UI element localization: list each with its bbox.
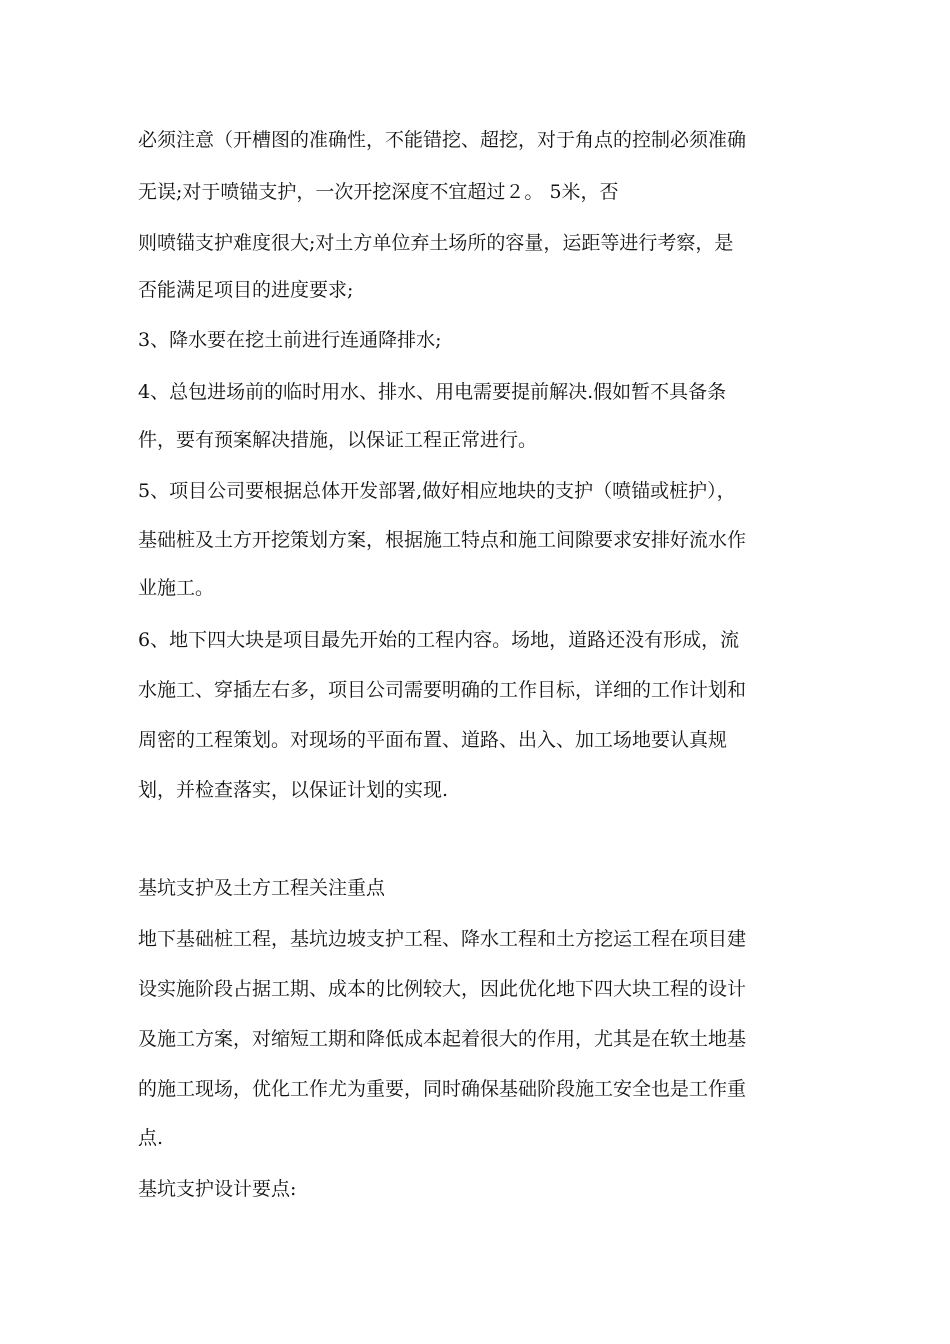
intro-line-4: 否能满足项目的进度要求;: [138, 279, 354, 301]
item-6-line-1: 6、地下四大块是项目最先开始的工程内容。场地，道路还没有形成，流: [138, 629, 740, 651]
item-6-line-4: 划，并检查落实，以保证计划的实现.: [138, 779, 449, 801]
section-body-line-1: 地下基础桩工程，基坑边坡支护工程、降水工程和土方挖运工程在项目建: [138, 928, 747, 950]
intro-line-1: 必须注意（开槽图的准确性，不能错挖、超挖，对于角点的控制必须准确: [138, 129, 747, 151]
section-body-line-5: 点.: [138, 1127, 164, 1149]
item-5-line-1: 5、项目公司要根据总体开发部署,做好相应地块的支护（喷锚或桩护），: [138, 480, 736, 502]
item-4-line-1: 4、总包进场前的临时用水、排水、用电需要提前解决.假如暂不具备条: [138, 381, 727, 403]
item-4-line-2: 件，要有预案解决措施，以保证工程正常进行。: [138, 429, 538, 451]
intro-line-3: 则喷锚支护难度很大;对土方单位弃土场所的容量，运距等进行考察，是: [138, 232, 734, 254]
item-3-line-1: 3、降水要在挖土前进行连通降排水;: [138, 329, 442, 351]
item-5-line-3: 业施工。: [138, 577, 215, 599]
section-heading: 基坑支护及土方工程关注重点: [138, 877, 386, 899]
subheading: 基坑支护设计要点:: [138, 1178, 297, 1200]
item-6-line-2: 水施工、穿插左右多，项目公司需要明确的工作目标，详细的工作计划和: [138, 679, 747, 701]
section-body-line-2: 设实施阶段占据工期、成本的比例较大，因此优化地下四大块工程的设计: [138, 978, 747, 1000]
section-body-line-4: 的施工现场，优化工作尤为重要，同时确保基础阶段施工安全也是工作重: [138, 1078, 747, 1100]
section-body-line-3: 及施工方案，对缩短工期和降低成本起着很大的作用，尤其是在软土地基: [138, 1028, 747, 1050]
intro-line-2: 无误;对于喷锚支护，一次开挖深度不宜超过２。 5米，否: [138, 181, 619, 203]
item-5-line-2: 基础桩及土方开挖策划方案，根据施工特点和施工间隙要求安排好流水作: [138, 529, 747, 551]
item-6-line-3: 周密的工程策划。对现场的平面布置、道路、出入、加工场地要认真规: [138, 729, 728, 751]
